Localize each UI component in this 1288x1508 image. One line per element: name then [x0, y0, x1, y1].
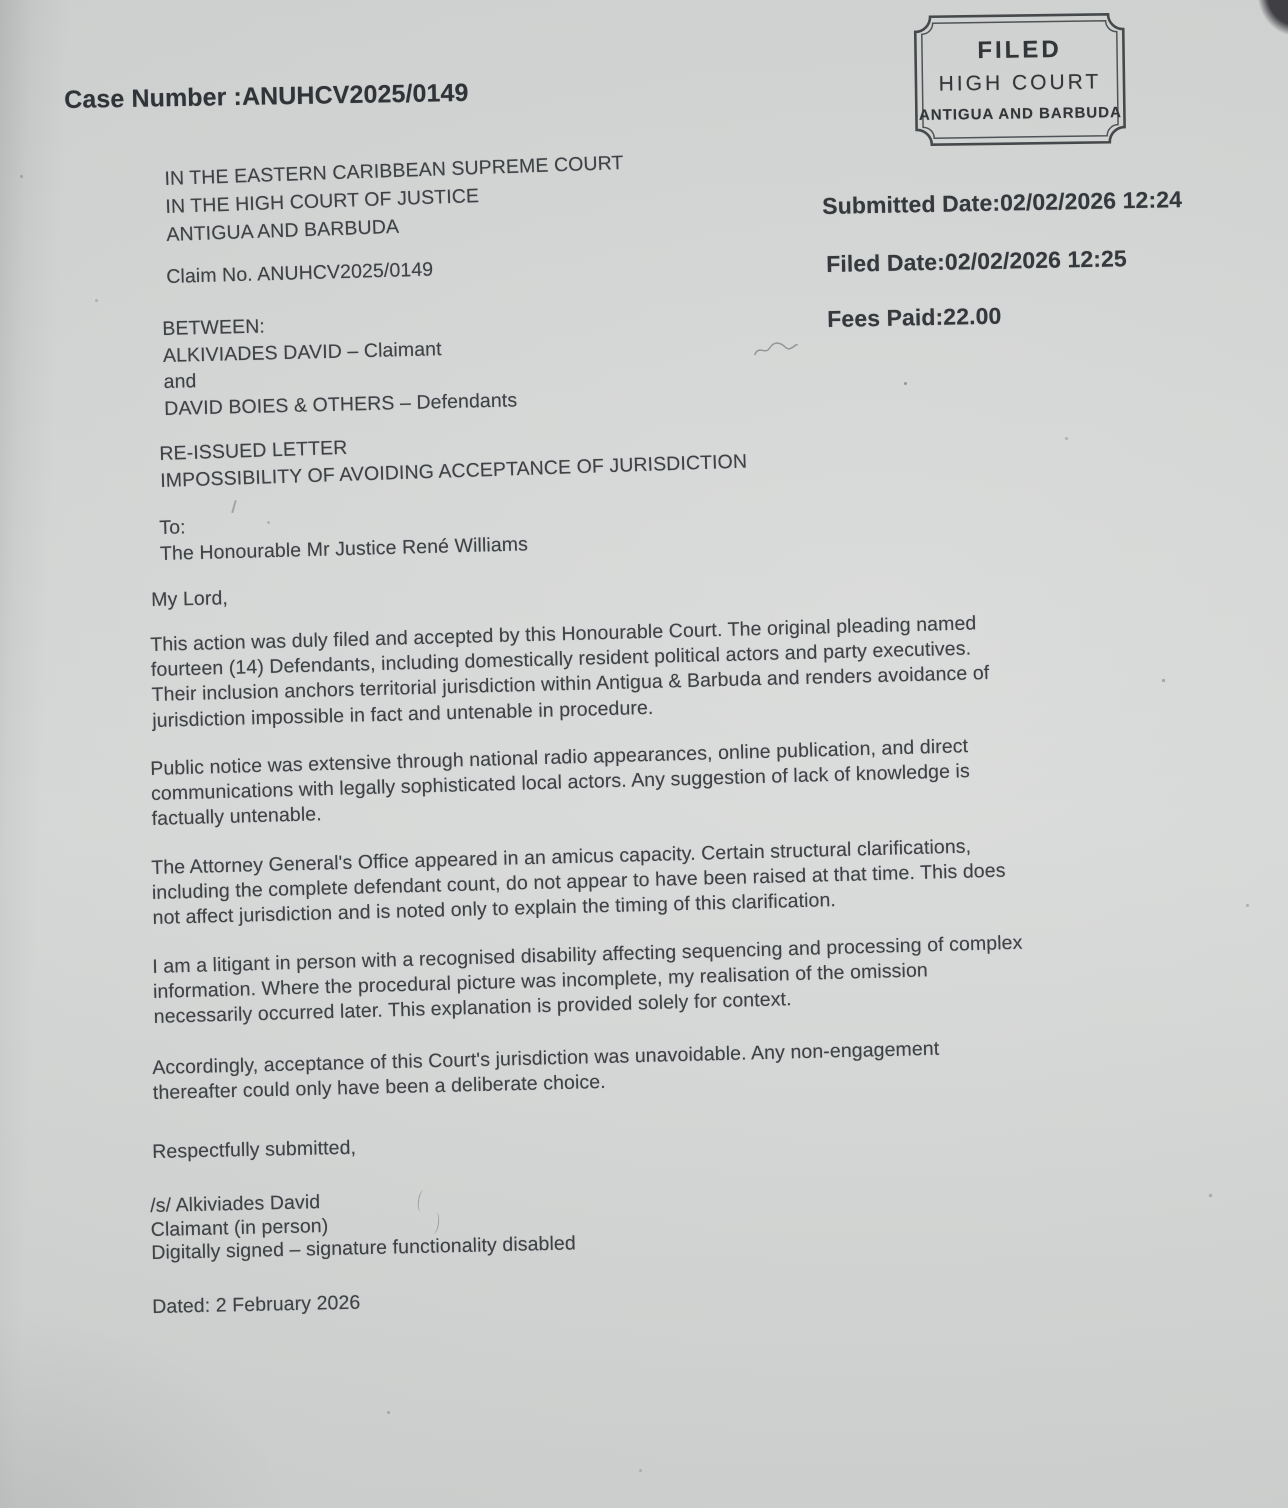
signature-block: /s/ Alkiviades David Claimant (in person) Digitally signed – signature functionality disabled [150, 1191, 577, 1264]
paper-specks [0, 0, 1, 1]
filed-date-line: Filed Date:02/02/2026 12:25 [826, 245, 1128, 277]
subject-block: RE-ISSUED LETTER IMPOSSIBILITY OF AVOIDING ACCEPTANCE OF JURISDICTION [159, 436, 748, 492]
filed-stamp [912, 11, 1128, 148]
parties-block: BETWEEN: ALKIVIADES DAVID – Claimant and DAVID BOIES & OTHERS – Defendants [162, 315, 518, 420]
stamp-region-text: ANTIGUA AND BARBUDA [918, 104, 1122, 124]
fees-paid-line: Fees Paid:22.00 [827, 302, 1002, 332]
submitted-date-line: Submitted Date:02/02/2026 12:24 [822, 186, 1183, 219]
body-paragraph-5: Accordingly, acceptance of this Court's jurisdiction was unavoidable. Any non-engagement thereafter could only have been a deliberate choice. [152, 1037, 940, 1105]
body-paragraph-4: I am a litigant in person with a recognised disability affecting sequencing and processing of complex information. Where the procedural picture was incomplete, my realisation of the omission necessarily occurred later. This explanation is provided solely for context. [152, 931, 1023, 1029]
stamp-text [912, 11, 1128, 148]
pen-artifact-tick [231, 500, 236, 513]
stamp-filed-text: FILED [977, 35, 1062, 65]
claim-number-line: Claim No. ANUHCV2025/0149 [166, 258, 434, 288]
body-paragraph-3: The Attorney General's Office appeared in an amicus capacity. Certain structural clarifications, including the complete defendant count, do not appear to have been raised at that time. This does not affect jurisdiction and is noted only to explain the timing of this clarification. [151, 835, 1006, 930]
dated-line: Dated: 2 February 2026 [152, 1291, 361, 1318]
ink-smudge [751, 337, 801, 362]
addressee-block: To: The Honourable Mr Justice René Williams [159, 516, 529, 565]
case-number-line: Case Number :ANUHCV2025/0149 [64, 78, 469, 114]
body-paragraph-2: Public notice was extensive through national radio appearances, online publication, and direct communications with legally sophisticated local actors. Any suggestion of lack of knowledge is factually untenable. [150, 735, 971, 831]
stamp-court-text: HIGH COURT [938, 70, 1102, 96]
closing-line: Respectfully submitted, [152, 1136, 357, 1163]
body-paragraph-1: This action was duly filed and accepted by this Honourable Court. The original pleading named fourteen (14) Defendants, including domestically resident political actors and party executives. Their inclusion anchors territorial jurisdiction within Antigua & Barbuda and renders avoidance of jurisdiction impossible in fact and untenable in procedure. [150, 612, 990, 732]
court-header-block: IN THE EASTERN CARIBBEAN SUPREME COURT IN THE HIGH COURT OF JUSTICE ANTIGUA AND BARBUDA [164, 151, 624, 246]
salutation-line: My Lord, [151, 587, 229, 611]
